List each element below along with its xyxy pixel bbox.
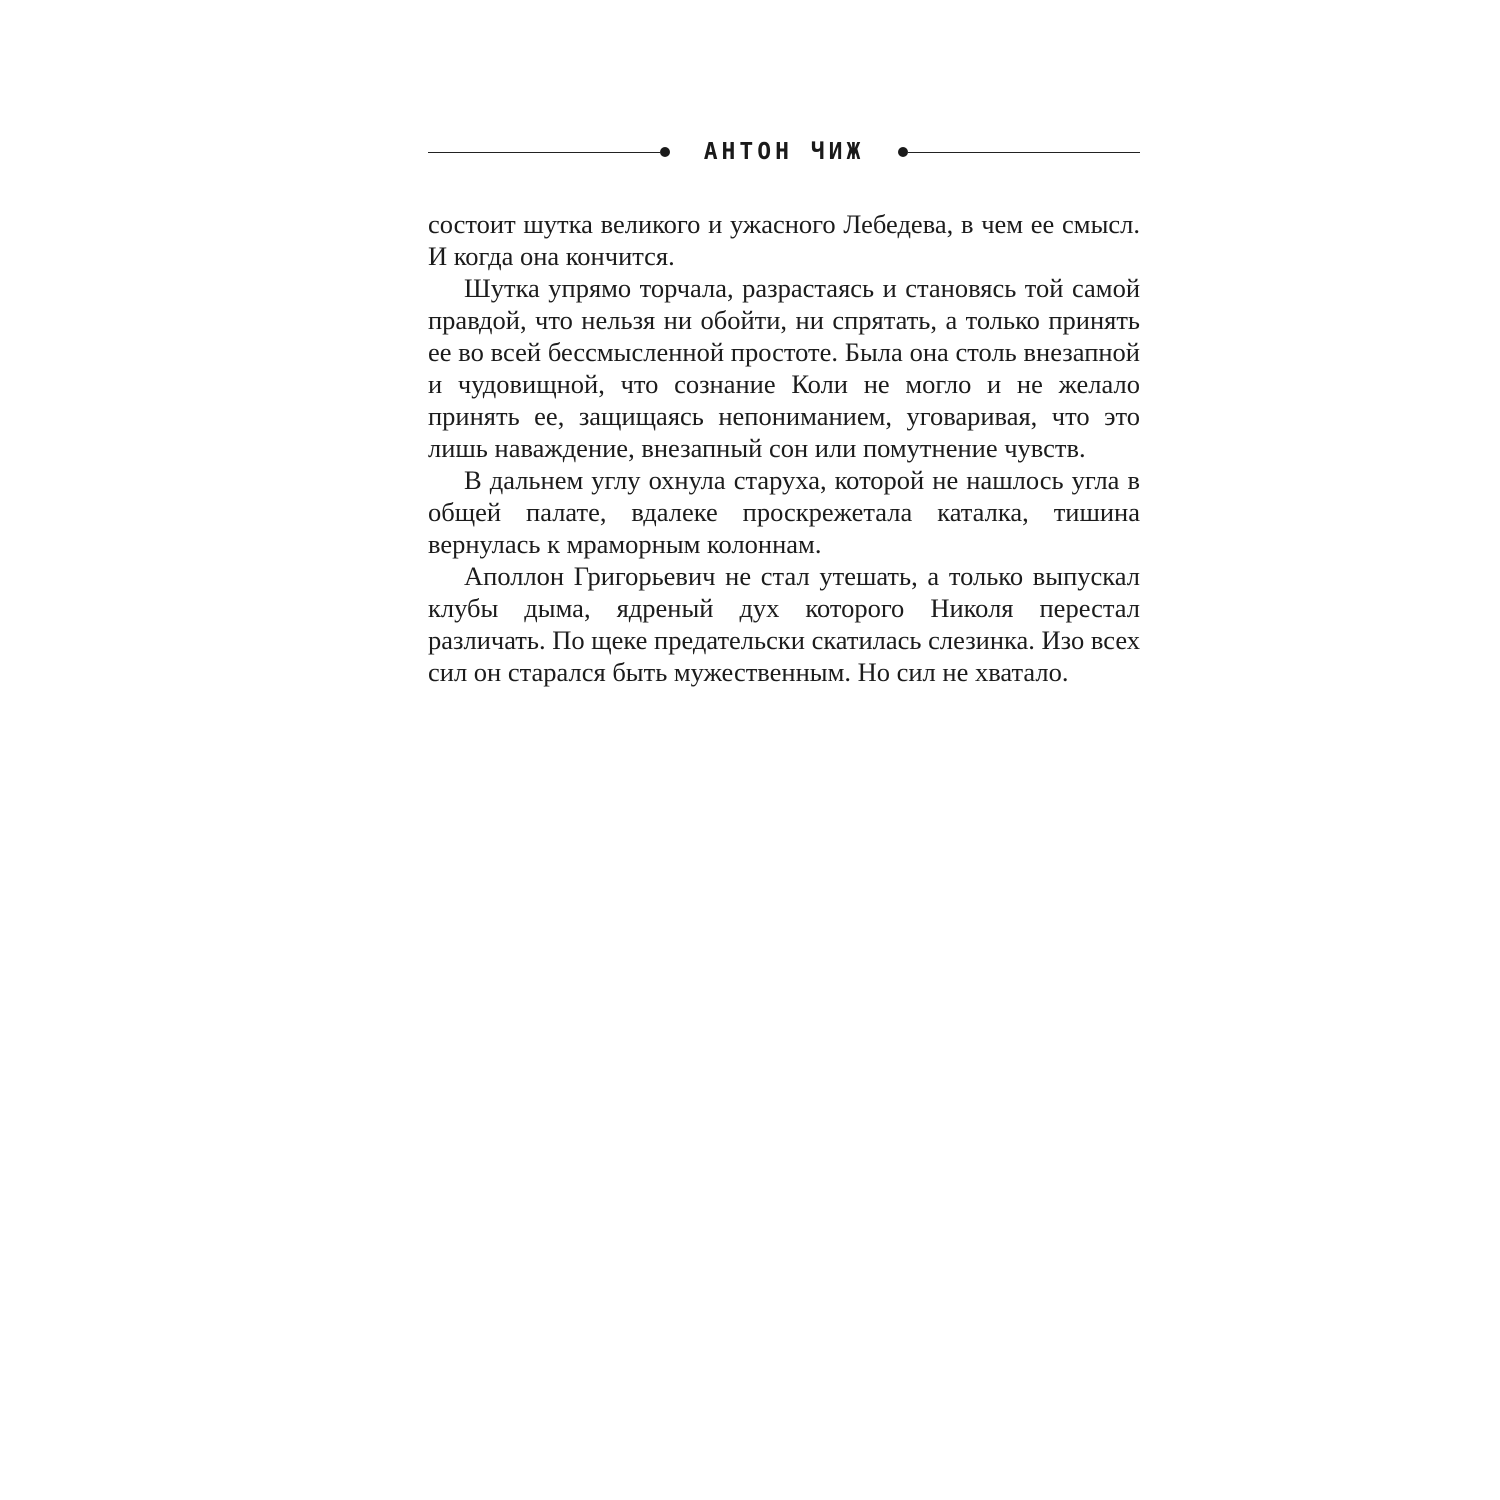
running-head-title: АНТОН ЧИЖ [703, 139, 865, 165]
bullet-dot-icon [660, 147, 670, 157]
paragraph: В дальнем углу охнула старуха, которой не нашлось угла в общей палате, вдалеке проскрежетала каталка, тишина вернулась к мраморным колоннам. [428, 465, 1140, 559]
running-head-rule-right [908, 152, 1140, 153]
bullet-dot-icon [898, 147, 908, 157]
body-text [428, 208, 1140, 688]
paragraph: Шутка упрямо торчала, разрастаясь и становясь той самой правдой, что нельзя ни обойти, ни спрятать, а только принять ее во всей бессмысленной простоте. Была она столь внезапной и чудовищной, что сознание Коли не могло и не желало принять ее, защищаясь непониманием, уговаривая, что это лишь наваждение, внезапный сон или помутнение чувств. [428, 273, 1140, 463]
paragraph: Аполлон Григорьевич не стал утешать, а только выпускал клубы дыма, ядреный дух которого Николя перестал различать. По щеке предательски скатилась слезинка. Изо всех сил он старался быть мужественным. Но сил не хватало. [428, 561, 1140, 687]
running-head [428, 136, 1140, 168]
paragraph: состоит шутка великого и ужасного Лебедева, в чем ее смысл. И когда она кончится. [428, 209, 1140, 271]
running-head-rule-left [428, 152, 660, 153]
